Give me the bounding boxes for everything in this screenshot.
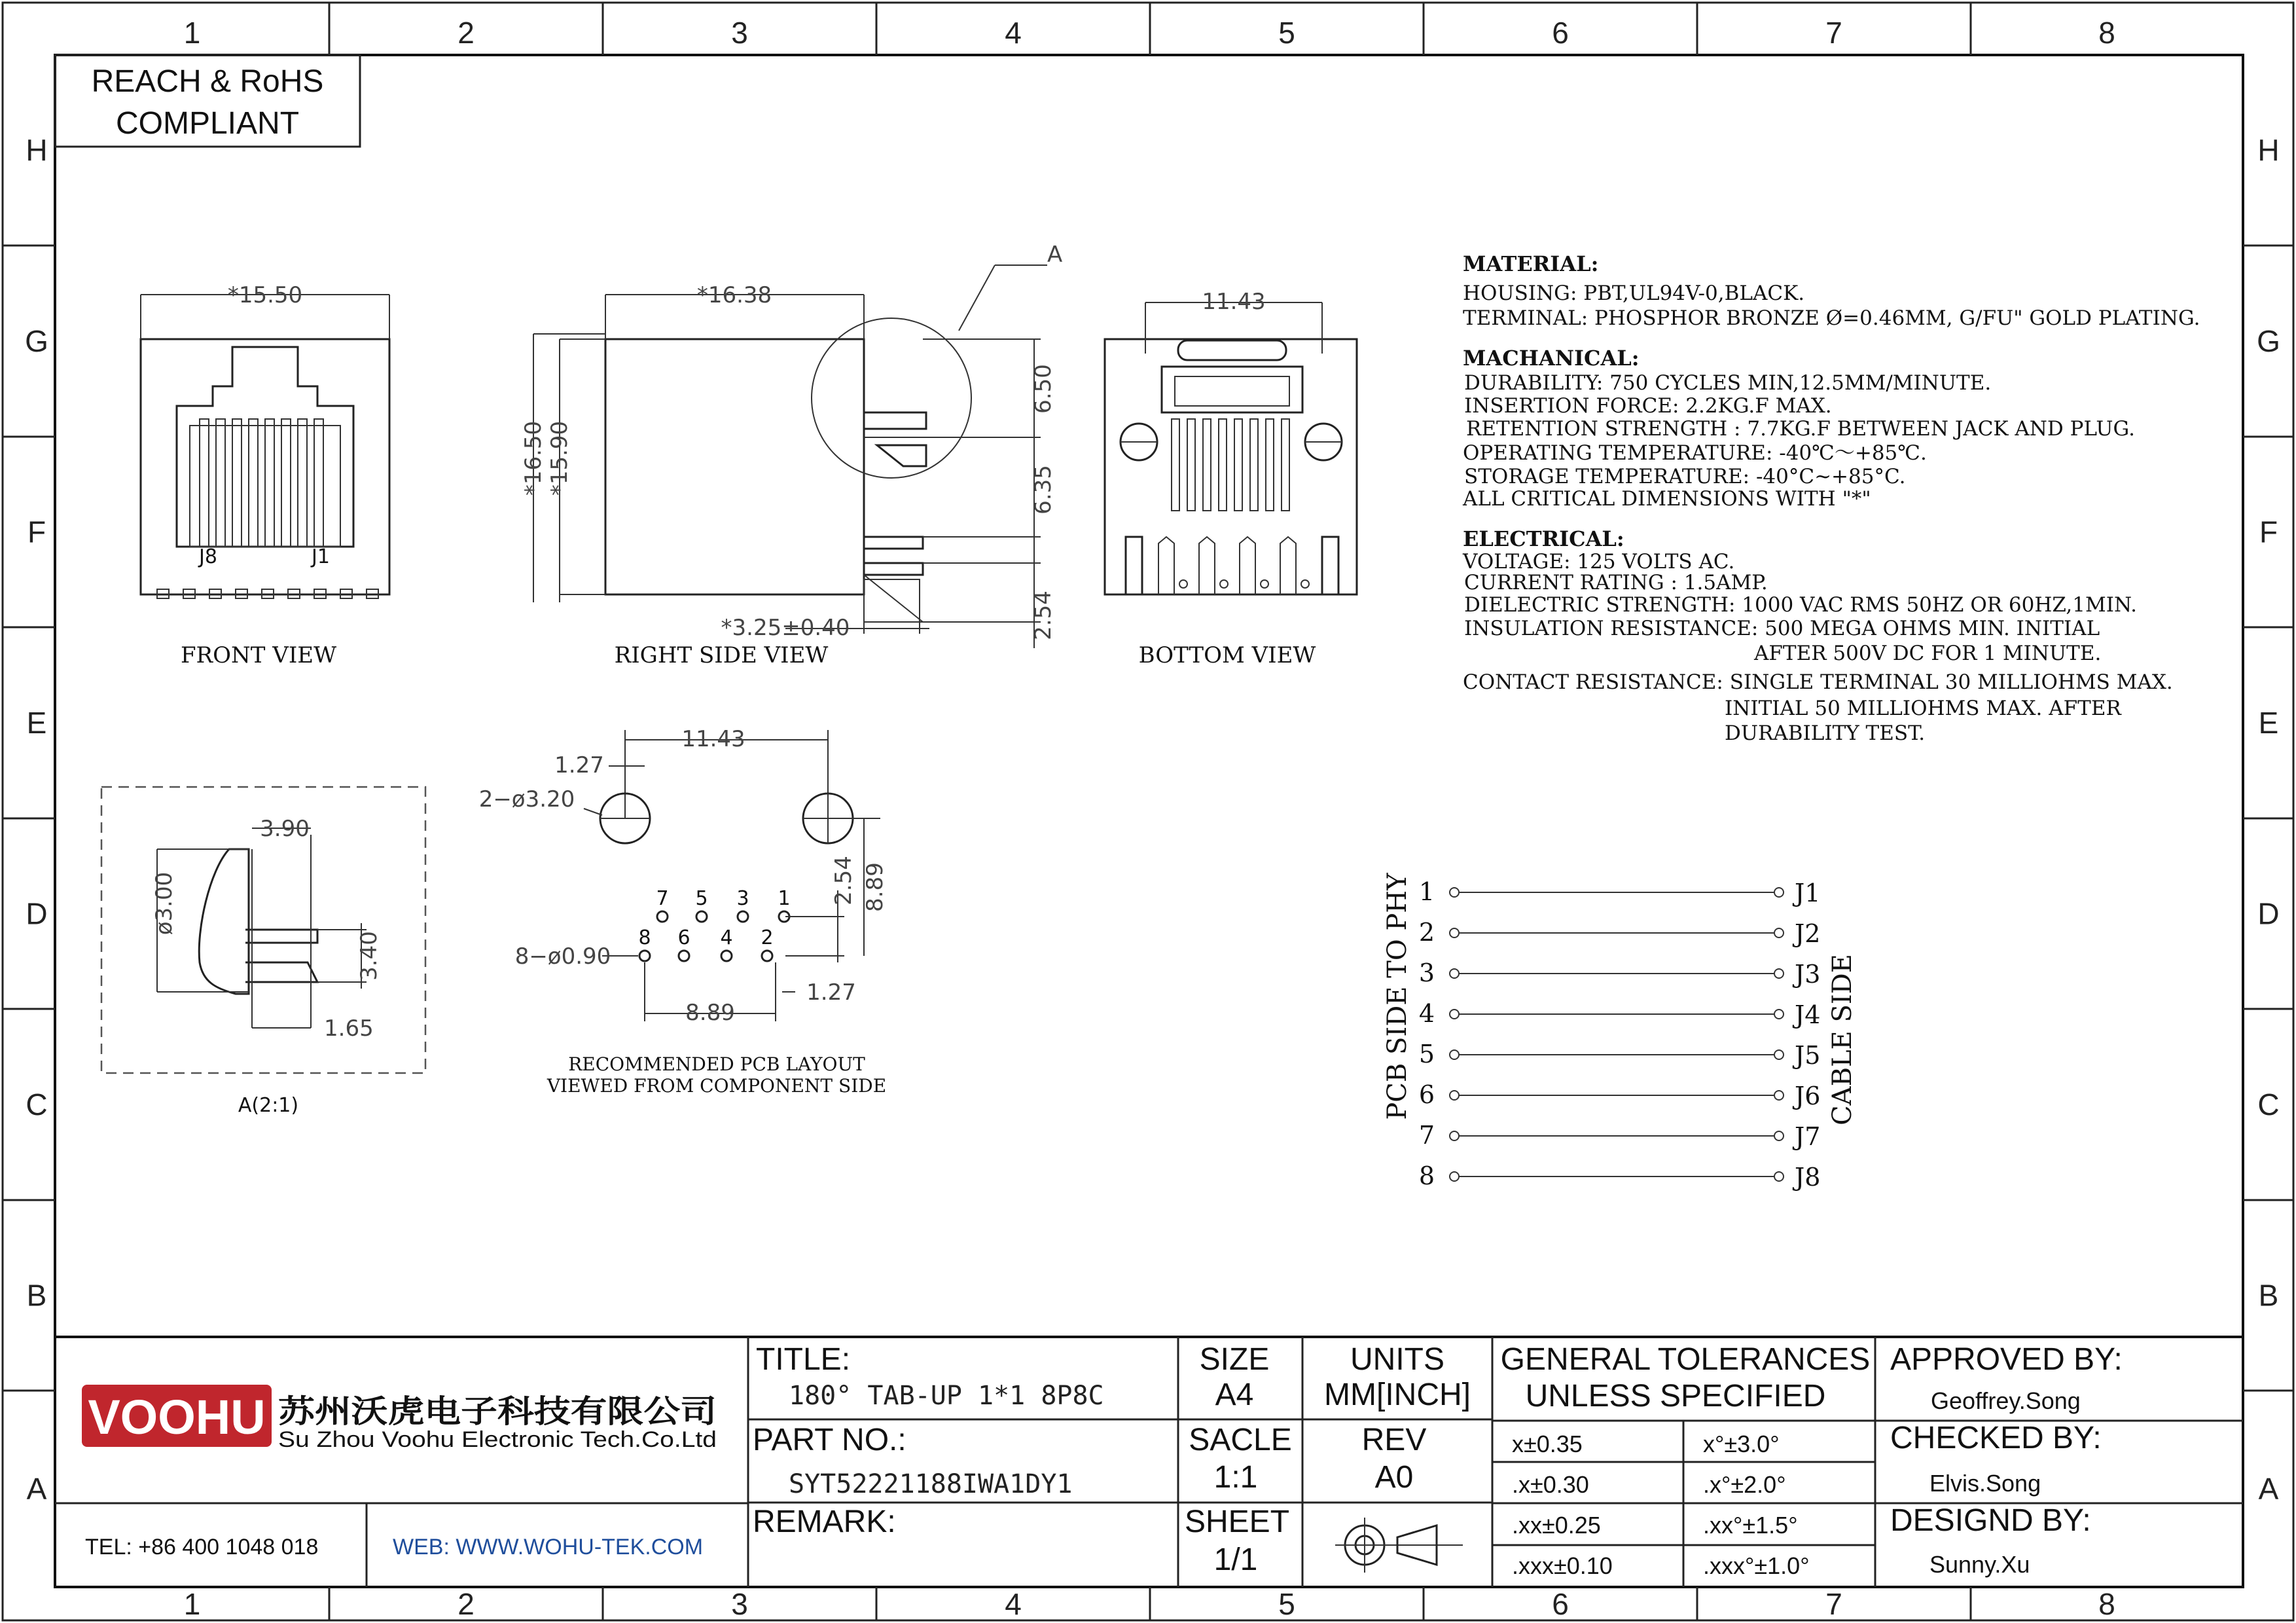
scale-value: 1:1: [1213, 1460, 1258, 1495]
schematic-node-right: [1774, 928, 1784, 938]
right-side-view: [520, 242, 1062, 668]
company-logo: [82, 1385, 272, 1447]
approved-by-value: Geoffrey.Song: [1931, 1387, 2081, 1414]
material-title: MATERIAL:: [1463, 251, 1599, 276]
schematic-node-left: [1450, 1050, 1459, 1059]
zone-column-top: 8: [2098, 16, 2115, 50]
electrical-title: ELECTRICAL:: [1463, 526, 1624, 551]
bottom-contact: [1172, 419, 1179, 511]
side-height-dim-1: *16.50: [520, 420, 547, 496]
mechanical-line: INSERTION FORCE: 2.2KG.F MAX.: [1464, 394, 1832, 418]
bottom-pin: [1240, 537, 1255, 594]
pcb-pad-top: [657, 911, 668, 922]
schematic-node-right: [1774, 1131, 1784, 1140]
zone-row-left: H: [26, 133, 48, 168]
rev-value: A0: [1374, 1460, 1414, 1495]
bottom-view-title: BOTTOM VIEW: [1138, 642, 1316, 668]
side-dim-254: 2.54: [1030, 591, 1056, 640]
zone-row-left: F: [27, 515, 46, 549]
zone-column-top: 4: [1005, 16, 1022, 50]
electrical-line: INSULATION RESISTANCE: 500 MEGA OHMS MIN. INITIAL: [1464, 617, 2100, 640]
size-value: A4: [1215, 1377, 1254, 1412]
bottom-contact: [1187, 419, 1195, 511]
title-label: TITLE:: [756, 1342, 851, 1377]
pcb-pad-top: [738, 911, 748, 922]
zone-row-right: F: [2259, 515, 2278, 549]
zone-row-right: D: [2257, 896, 2280, 931]
zone-column-bottom: 7: [1825, 1587, 1842, 1621]
zone-row-right: C: [2257, 1087, 2280, 1122]
zone-column-top: 1: [183, 16, 201, 50]
zone-column-top: 2: [457, 16, 475, 50]
designed-by-value: Sunny.Xu: [1929, 1551, 2030, 1578]
tolerance-angular: .xxx°±1.0°: [1703, 1552, 1810, 1579]
front-contact: [298, 419, 307, 547]
schematic-node-right: [1774, 969, 1784, 978]
schematic-node-right: [1774, 1091, 1784, 1100]
zone-column-bottom: 2: [457, 1587, 475, 1621]
bottom-pin: [1280, 537, 1296, 594]
detail-dim-dia300: ø3.00: [151, 871, 177, 936]
pcb-pad-label-top: 5: [695, 887, 708, 910]
zone-column-bottom: 3: [731, 1587, 748, 1621]
bottom-contact: [1203, 419, 1211, 511]
schematic-pin-number: 1: [1418, 877, 1435, 906]
zone-row-left: B: [26, 1278, 47, 1313]
electrical-line: CURRENT RATING : 1.5AMP.: [1464, 571, 1768, 594]
zone-column-bottom: 8: [2098, 1587, 2115, 1621]
zone-column-top: 7: [1825, 16, 1842, 50]
front-contact: [232, 419, 242, 547]
electrical-line: VOLTAGE: 125 VOLTS AC.: [1463, 550, 1735, 574]
zone-column-top: 6: [1552, 16, 1569, 50]
front-contact: [281, 419, 291, 547]
zone-row-left: D: [26, 896, 48, 931]
zone-row-left: E: [26, 706, 47, 740]
schematic-node-right: [1774, 1172, 1784, 1181]
scale-label: SACLE: [1189, 1423, 1292, 1457]
schematic-pin-number: 4: [1418, 999, 1435, 1028]
compliance-line2: COMPLIANT: [115, 106, 300, 141]
pcb-pad-label-bottom: 2: [761, 926, 774, 949]
sheet-value: 1/1: [1213, 1542, 1258, 1577]
tolerance-linear: x±0.35: [1512, 1431, 1583, 1457]
mechanical-title: MACHANICAL:: [1463, 346, 1640, 371]
zone-column-top: 3: [731, 16, 748, 50]
pcb-holes-label: 2−ø3.20: [478, 786, 575, 812]
electrical-line: DURABILITY TEST.: [1725, 721, 1926, 745]
side-dim-650: 6.50: [1030, 364, 1056, 414]
bottom-board-lock: [1126, 537, 1142, 594]
pcb-pad-top: [696, 911, 707, 922]
checked-by-label: CHECKED BY:: [1890, 1421, 2102, 1455]
tolerance-angular: .x°±2.0°: [1703, 1471, 1786, 1498]
bottom-contact: [1219, 419, 1227, 511]
schematic-node-left: [1450, 1172, 1459, 1181]
tolerance-linear: .xx±0.25: [1512, 1512, 1601, 1539]
specifications: [1462, 251, 2200, 745]
detail-dim-340: 3.40: [356, 931, 382, 981]
side-height-dim-2: *15.90: [547, 420, 573, 496]
front-pin-j8: J8: [199, 545, 217, 568]
mechanical-line: RETENTION STRENGTH : 7.7KG.F BETWEEN JACK AND PLUG.: [1466, 417, 2136, 441]
bottom-contact: [1282, 419, 1289, 511]
schematic-node-right: [1774, 1050, 1784, 1059]
schematic-jack-label: J3: [1795, 960, 1821, 989]
zone-row-left: A: [26, 1472, 47, 1506]
schematic-node-left: [1450, 1131, 1459, 1140]
remark-label: REMARK:: [753, 1504, 896, 1539]
detail-view-title: A(2:1): [238, 1094, 299, 1117]
front-contact: [216, 419, 225, 547]
schematic-jack-label: J4: [1795, 1000, 1821, 1029]
mechanical-line: DURABILITY: 750 CYCLES MIN,12.5MM/MINUTE.: [1464, 371, 1992, 395]
schematic-pin-number: 2: [1418, 918, 1435, 947]
electrical-line: AFTER 500V DC FOR 1 MINUTE.: [1754, 642, 2102, 665]
pcb-pad-label-bottom: 8: [638, 926, 651, 949]
compliance-box: [55, 55, 360, 147]
front-view-title: FRONT VIEW: [180, 642, 337, 668]
bottom-pin: [1158, 537, 1174, 594]
schematic-pin-number: 7: [1418, 1121, 1435, 1150]
tolerances-title-1: GENERAL TOLERANCES: [1500, 1342, 1871, 1377]
detail-callout-a: A: [1047, 242, 1063, 268]
sheet-label: SHEET: [1184, 1504, 1290, 1539]
pcb-pad-label-top: 3: [736, 887, 749, 910]
zone-row-right: G: [2257, 324, 2280, 358]
schematic-pin-number: 3: [1418, 958, 1435, 987]
tolerance-angular: .xx°±1.5°: [1703, 1512, 1798, 1539]
front-view: [141, 282, 389, 668]
pcb-pins-label: 8−ø0.90: [514, 943, 611, 970]
bottom-view: [1105, 289, 1357, 668]
designed-by-label: DESIGND BY:: [1890, 1503, 2091, 1538]
compliance-line1: REACH & RoHS: [91, 64, 324, 99]
schematic-node-right: [1774, 1010, 1784, 1019]
company-web: WEB: WWW.WOHU-TEK.COM: [393, 1535, 704, 1559]
logo-text: VOOHU: [88, 1390, 266, 1444]
schematic-jack-label: J2: [1795, 919, 1821, 948]
pcb-pad-bottom: [762, 951, 772, 961]
material-line: TERMINAL: PHOSPHOR BRONZE Ø=0.46MM, G/FU" GOLD PLATING.: [1463, 306, 2200, 330]
zone-column-bottom: 5: [1278, 1587, 1295, 1621]
electrical-line: DIELECTRIC STRENGTH: 1000 VAC RMS 50HZ OR 60HZ,1MIN.: [1464, 593, 2137, 617]
bottom-contact: [1266, 419, 1274, 511]
bottom-board-lock: [1322, 537, 1338, 594]
zone-column-bottom: 1: [183, 1587, 201, 1621]
front-contact: [314, 419, 323, 547]
schematic-right-label: CABLE SIDE: [1827, 954, 1857, 1125]
rev-label: REV: [1361, 1423, 1427, 1457]
pcb-dim-889-h: 8.89: [685, 1000, 735, 1026]
company-name-en: Su Zhou Voohu Electronic Tech.Co.Ltd: [278, 1427, 717, 1452]
pcb-dim-127-bottom: 1.27: [806, 979, 856, 1006]
size-label: SIZE: [1199, 1342, 1270, 1377]
schematic-jack-label: J7: [1795, 1122, 1821, 1151]
tolerance-angular: x°±3.0°: [1703, 1431, 1780, 1457]
side-view-title: RIGHT SIDE VIEW: [614, 642, 829, 668]
tolerances-title-2: UNLESS SPECIFIED: [1525, 1379, 1826, 1413]
company-tel: TEL: +86 400 1048 018: [85, 1535, 319, 1559]
electrical-line: INITIAL 50 MILLIOHMS MAX. AFTER: [1725, 697, 2121, 720]
zone-row-left: G: [25, 324, 48, 358]
mechanical-line: STORAGE TEMPERATURE: -40°C~+85°C.: [1464, 465, 1906, 488]
schematic-node-left: [1450, 888, 1459, 897]
schematic-jack-label: J5: [1795, 1041, 1821, 1070]
zone-row-right: H: [2257, 133, 2280, 168]
side-dim-635: 6.35: [1030, 465, 1056, 515]
schematic-jack-label: J6: [1795, 1082, 1821, 1110]
title-block: [55, 1337, 2243, 1587]
schematic-node-left: [1450, 928, 1459, 938]
bottom-pin-tip: [1301, 580, 1309, 588]
schematic-node-left: [1450, 1010, 1459, 1019]
detail-dim-165: 1.65: [324, 1015, 374, 1042]
units-label: UNITS: [1350, 1342, 1444, 1377]
bottom-pin-tip: [1220, 580, 1228, 588]
schematic-node-left: [1450, 969, 1459, 978]
drawing-frame: [3, 3, 2293, 1620]
zone-row-right: A: [2258, 1472, 2279, 1506]
mechanical-line: OPERATING TEMPERATURE: -40℃～+85℃.: [1463, 441, 1927, 465]
zone-row-right: E: [2258, 706, 2279, 740]
checked-by-value: Elvis.Song: [1929, 1470, 2041, 1497]
schematic-jack-label: J8: [1795, 1163, 1821, 1192]
schematic-jack-label: J1: [1795, 879, 1821, 907]
side-top-dim: *16.38: [696, 282, 772, 308]
zone-column-bottom: 4: [1005, 1587, 1022, 1621]
pcb-pad-bottom: [679, 951, 689, 961]
zone-row-right: B: [2258, 1278, 2279, 1313]
pcb-pad-label-bottom: 4: [720, 926, 733, 949]
schematic-left-label: PCB SIDE TO PHY: [1382, 873, 1412, 1120]
pcb-dim-254: 2.54: [831, 856, 857, 905]
pcb-pad-label-bottom: 6: [677, 926, 691, 949]
pcb-pad-bottom: [721, 951, 732, 961]
tolerance-linear: .x±0.30: [1512, 1471, 1589, 1498]
schematic-node-right: [1774, 888, 1784, 897]
bottom-pin-tip: [1261, 580, 1268, 588]
company-name-cn: 苏州沃虎电子科技有限公司: [278, 1395, 717, 1429]
zone-column-top: 5: [1278, 16, 1295, 50]
approved-by-label: APPROVED BY:: [1890, 1342, 2123, 1377]
tolerance-linear: .xxx±0.10: [1512, 1552, 1613, 1579]
front-pin-j1: J1: [312, 545, 330, 568]
bottom-width-dim: 11.43: [1202, 289, 1266, 315]
schematic-node-left: [1450, 1091, 1459, 1100]
pcb-pad-bottom: [639, 951, 650, 961]
pcb-dim-127-top: 1.27: [554, 752, 604, 778]
pcb-dim-1143: 11.43: [681, 726, 745, 752]
pcb-layout-view: [479, 726, 888, 1097]
front-contact: [249, 419, 258, 547]
detail-a-view: [101, 787, 425, 1117]
pcb-pad-label-top: 7: [656, 887, 669, 910]
front-contact: [265, 419, 274, 547]
zone-row-left: C: [26, 1087, 48, 1122]
pcb-title-line1: RECOMMENDED PCB LAYOUT: [568, 1053, 865, 1075]
bottom-pin-tip: [1179, 580, 1187, 588]
projection-symbol: [1335, 1518, 1463, 1573]
title-value: 180° TAB-UP 1*1 8P8C: [789, 1381, 1104, 1411]
bottom-contact: [1250, 419, 1258, 511]
electrical-line: CONTACT RESISTANCE: SINGLE TERMINAL 30 MILLIOHMS MAX.: [1463, 670, 2173, 694]
bottom-pin: [1199, 537, 1215, 594]
material-line: HOUSING: PBT,UL94V-0,BLACK.: [1463, 282, 1805, 305]
pcb-pad-label-top: 1: [778, 887, 791, 910]
part-no-value: SYT52221188IWA1DY1: [789, 1469, 1073, 1499]
part-no-label: PART NO.:: [753, 1423, 906, 1457]
front-contact: [200, 419, 209, 547]
schematic-pin-number: 8: [1418, 1161, 1435, 1190]
schematic-pin-number: 5: [1418, 1040, 1435, 1068]
pinout-schematic: [1382, 873, 1857, 1192]
front-width-dim: *15.50: [227, 282, 303, 308]
detail-dim-390: 3.90: [260, 816, 310, 842]
pcb-dim-889-v: 8.89: [862, 862, 888, 912]
zone-column-bottom: 6: [1552, 1587, 1569, 1621]
bottom-contact: [1234, 419, 1242, 511]
schematic-pin-number: 6: [1418, 1080, 1435, 1109]
pcb-title-line2: VIEWED FROM COMPONENT SIDE: [547, 1075, 887, 1097]
side-bottom-dim: *3.25±0.40: [721, 615, 850, 641]
mechanical-line: ALL CRITICAL DIMENSIONS WITH "*": [1463, 487, 1871, 511]
units-value: MM[INCH]: [1324, 1377, 1471, 1412]
